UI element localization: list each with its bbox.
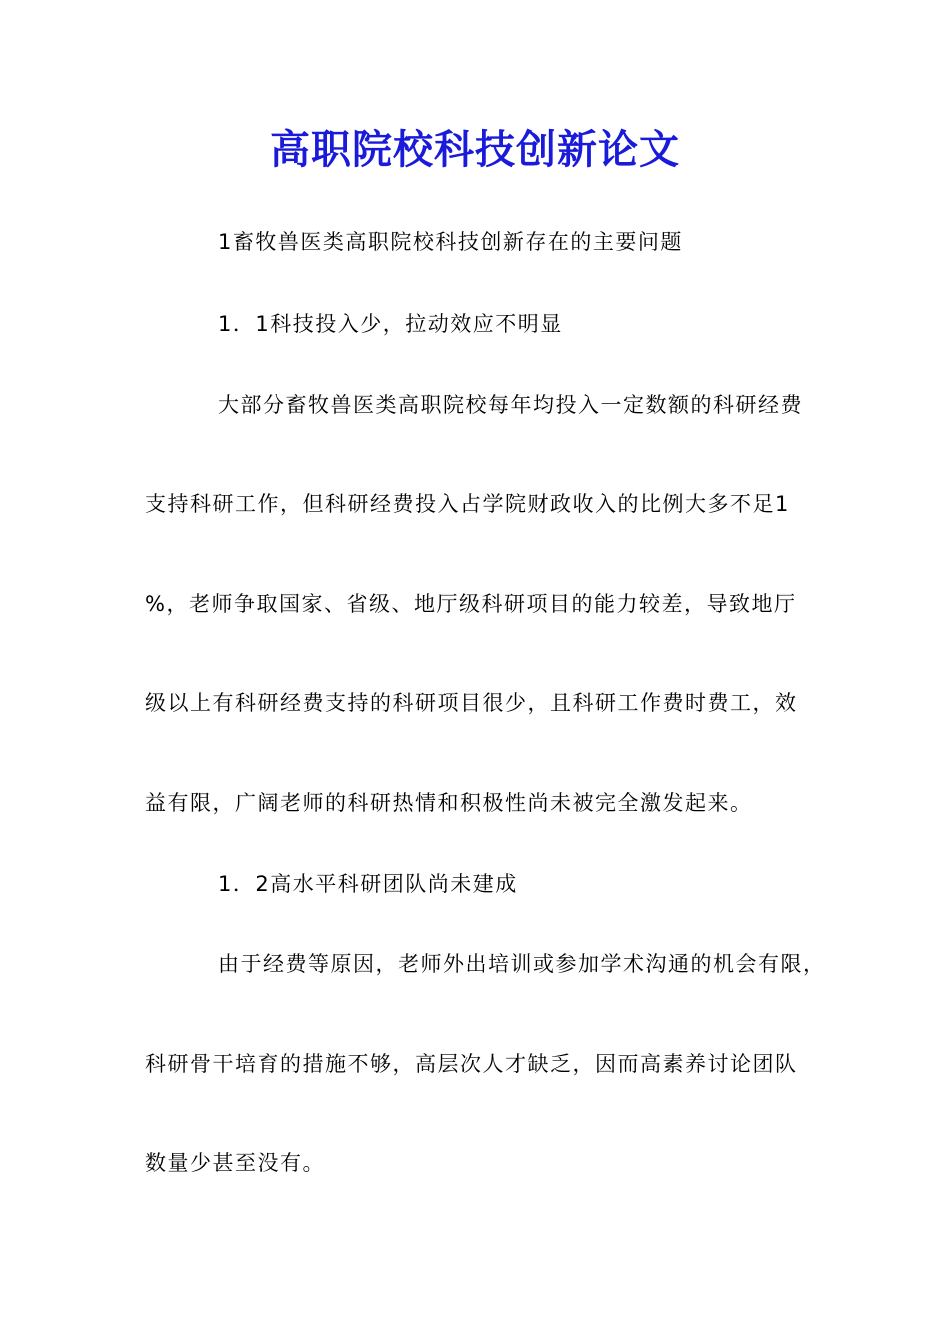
section-heading: 1畜牧兽医类高职院校科技创新存在的主要问题 xyxy=(218,230,683,254)
subsection-heading: 1．2高水平科研团队尚未建成 xyxy=(218,872,518,896)
subsection-heading: 1．1科技投入少，拉动效应不明显 xyxy=(218,312,563,336)
paragraph-line: 大部分畜牧兽医类高职院校每年均投入一定数额的科研经费 xyxy=(218,393,803,417)
paragraph-line: 益有限，广阔老师的科研热情和积极性尚未被完全激发起来。 xyxy=(145,791,753,815)
document-title: 高职院校科技创新论文 xyxy=(270,126,680,173)
paragraph-line: %，老师争取国家、省级、地厅级科研项目的能力较差，导致地厅 xyxy=(145,592,797,616)
paragraph-line: 科研骨干培育的措施不够，高层次人才缺乏，因而高素养讨论团队 xyxy=(145,1052,798,1076)
paragraph-line: 由于经费等原因，老师外出培训或参加学术沟通的机会有限， xyxy=(218,952,826,976)
paragraph-line: 支持科研工作，但科研经费投入占学院财政收入的比例大多不足1 xyxy=(145,492,790,516)
paragraph-line: 级以上有科研经费支持的科研项目很少，且科研工作费时费工，效 xyxy=(145,691,798,715)
paragraph-line: 数量少甚至没有。 xyxy=(145,1151,325,1175)
